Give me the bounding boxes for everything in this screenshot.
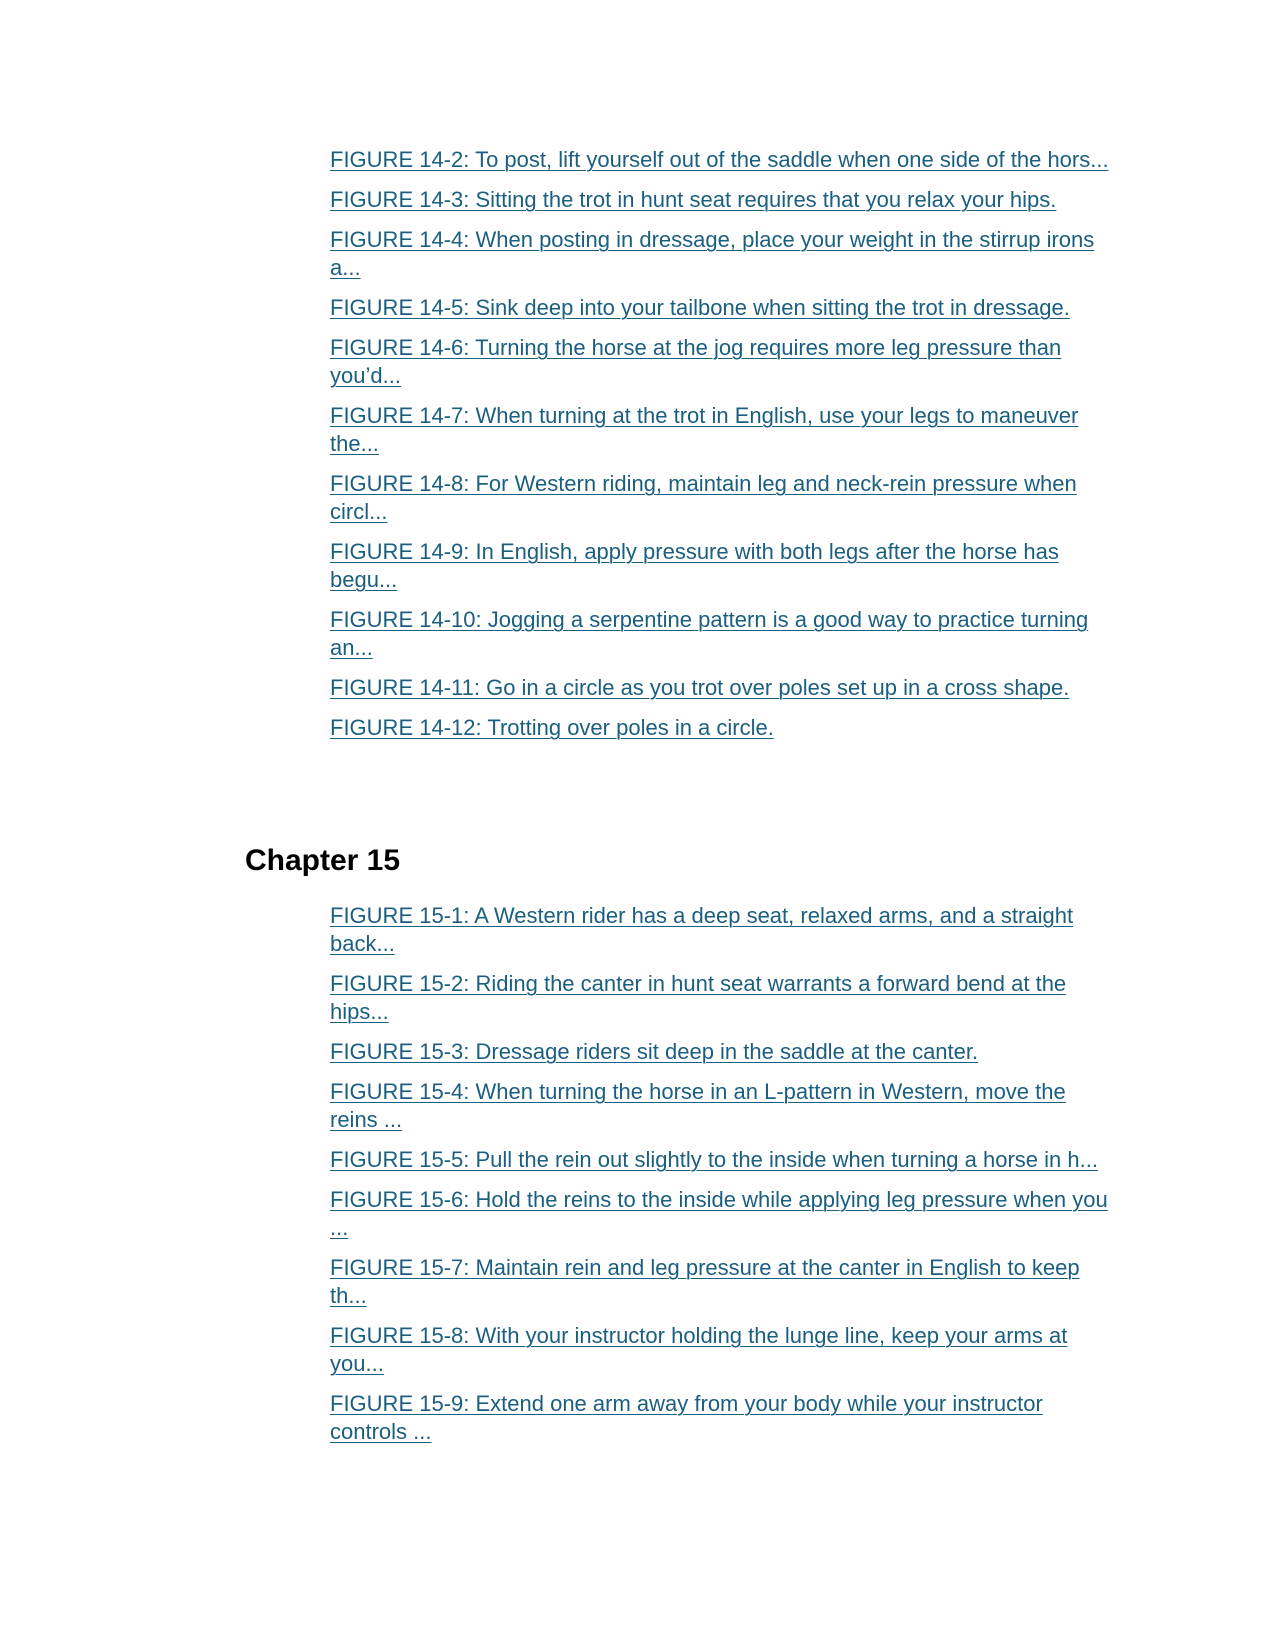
figure-link-15-9[interactable]: FIGURE 15-9: Extend one arm away from your body while your instructor controls ... bbox=[330, 1391, 1043, 1444]
figure-link-15-1[interactable]: FIGURE 15-1: A Western rider has a deep seat, relaxed arms, and a straight back... bbox=[330, 903, 1074, 956]
figure-link-15-3[interactable]: FIGURE 15-3: Dressage riders sit deep in the saddle at the canter. bbox=[330, 1039, 979, 1064]
figure-link-14-10[interactable]: FIGURE 14-10: Jogging a serpentine pattern is a good way to practice turning an... bbox=[330, 607, 1089, 660]
figure-link-15-5[interactable]: FIGURE 15-5: Pull the rein out slightly to the inside when turning a horse in h... bbox=[330, 1147, 1098, 1172]
chapter-15-figure-list bbox=[330, 902, 1112, 1458]
figure-link-14-4[interactable]: FIGURE 14-4: When posting in dressage, place your weight in the stirrup irons a... bbox=[330, 227, 1095, 280]
figure-link-15-2[interactable]: FIGURE 15-2: Riding the canter in hunt seat warrants a forward bend at the hips... bbox=[330, 971, 1067, 1024]
figure-link-14-3[interactable]: FIGURE 14-3: Sitting the trot in hunt seat requires that you relax your hips. bbox=[330, 187, 1057, 212]
figure-link-14-8[interactable]: FIGURE 14-8: For Western riding, maintain leg and neck-rein pressure when circl... bbox=[330, 471, 1077, 524]
chapter-15-heading: Chapter 15 bbox=[245, 844, 401, 877]
figure-link-14-11[interactable]: FIGURE 14-11: Go in a circle as you trot over poles set up in a cross shape. bbox=[330, 675, 1070, 700]
figure-link-14-7[interactable]: FIGURE 14-7: When turning at the trot in English, use your legs to maneuver the... bbox=[330, 403, 1079, 456]
figure-link-14-2[interactable]: FIGURE 14-2: To post, lift yourself out of the saddle when one side of the hors... bbox=[330, 147, 1109, 172]
figure-link-14-6[interactable]: FIGURE 14-6: Turning the horse at the jog requires more leg pressure than you’d... bbox=[330, 335, 1062, 388]
chapter-14-figure-list bbox=[330, 146, 1112, 754]
figure-link-15-4[interactable]: FIGURE 15-4: When turning the horse in an L-pattern in Western, move the reins ... bbox=[330, 1079, 1066, 1132]
figure-link-14-12[interactable]: FIGURE 14-12: Trotting over poles in a circle. bbox=[330, 715, 774, 740]
figure-link-15-8[interactable]: FIGURE 15-8: With your instructor holding the lunge line, keep your arms at you... bbox=[330, 1323, 1068, 1376]
figure-link-15-6[interactable]: FIGURE 15-6: Hold the reins to the inside while applying leg pressure when you ... bbox=[330, 1187, 1108, 1240]
figure-link-15-7[interactable]: FIGURE 15-7: Maintain rein and leg pressure at the canter in English to keep th... bbox=[330, 1255, 1080, 1308]
figure-link-14-5[interactable]: FIGURE 14-5: Sink deep into your tailbone when sitting the trot in dressage. bbox=[330, 295, 1070, 320]
figure-link-14-9[interactable]: FIGURE 14-9: In English, apply pressure with both legs after the horse has begu... bbox=[330, 539, 1059, 592]
